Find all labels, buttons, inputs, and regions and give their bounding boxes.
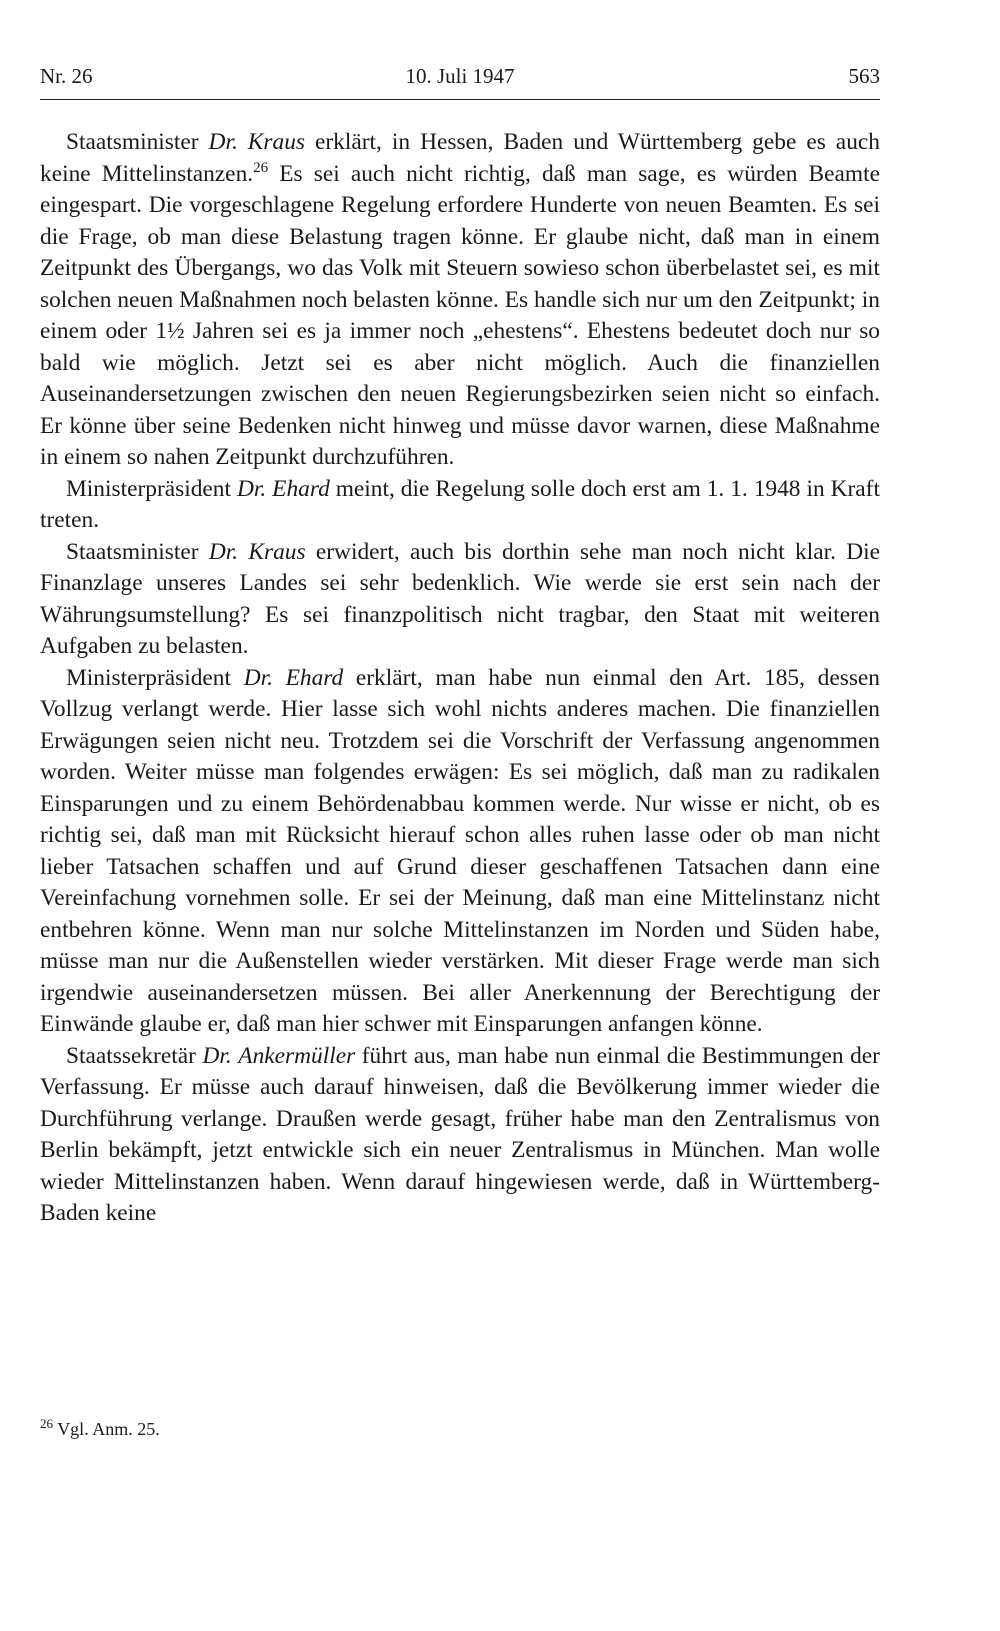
header-rule (40, 99, 880, 100)
paragraph (40, 474, 880, 537)
paragraph (40, 1041, 880, 1230)
speaker-title: Dr. (208, 129, 238, 155)
speaker-role: Staatsminister (66, 538, 199, 565)
speaker-title: Dr. (208, 538, 239, 565)
footnote-text: Vgl. Anm. 25. (57, 1419, 160, 1439)
speaker-title: Dr. (236, 475, 267, 502)
footnote-ref: 26 (253, 159, 269, 176)
paragraph-text: erklärt, in Hessen, Baden und Württemberg gebe es auch keine Mittelinstanzen. (40, 129, 880, 187)
paragraph-text: meint, die Regelung solle doch erst am 1. 1. 1948 in Kraft treten. (40, 475, 880, 533)
body-text (40, 127, 880, 1230)
speaker-role: Ministerpräsident (66, 664, 232, 691)
speaker-title: Dr. (202, 1042, 232, 1069)
paragraph-text: erwidert, auch bis dorthin sehe man noch nicht klar. Die Finanzlage unseres Landes sei sehr bedenklich. Wie werde sie erst sein nach der Währungsumstellung? Es sei finanzpolitisch nicht tragbar, den Staat mit weiteren Aufgaben zu belasten. (40, 538, 881, 659)
page-number: 563 (848, 64, 880, 88)
footnote-area (40, 1417, 880, 1441)
speaker-role: Ministerpräsident (66, 475, 232, 502)
header-date: 10. Juli 1947 (405, 64, 515, 88)
speaker-name: Kraus (247, 129, 305, 155)
running-header (40, 60, 880, 94)
paragraph (40, 663, 880, 1041)
speaker-role: Staatssekretär (66, 1042, 196, 1069)
footnote-mark: 26 (40, 1416, 53, 1431)
speaker-name: Ehard (272, 475, 330, 502)
speaker-name: Ehard (285, 664, 344, 691)
speaker-role: Staatsminister (66, 129, 199, 155)
paragraph (40, 537, 880, 663)
paragraph-text: führt aus, man habe nun einmal die Bestimmungen der Verfassung. Er müsse auch darauf hinweisen, daß die Bevölkerung immer wieder die Durchführung verlange. Draußen werde gesagt, früher habe man den Zentralismus von Berlin bekämpft, jetzt entwickle sich ein neuer Zentralismus in München. Man wolle wieder Mittelinstanzen haben. Wenn darauf hingewiesen werde, daß in Württemberg-Baden keine (40, 1042, 880, 1226)
paragraph (40, 127, 880, 474)
speaker-name: Ankermüller (238, 1042, 356, 1069)
speaker-name: Kraus (248, 538, 306, 565)
footnote (40, 1417, 880, 1441)
paragraph-text: erklärt, man habe nun einmal den Art. 185, dessen Vollzug verlangt werde. Hier lasse sich wohl nichts anderes machen. Die finanziellen Erwägungen seien nicht neu. Trotzdem sei die Vorschrift der Verfassung angenommen worden. Weiter müsse man folgendes erwägen: Es sei möglich, daß man zu radikalen Einsparungen und zu einem Behördenabbau kommen werde. Nur wisse er nicht, ob es richtig sei, daß man mit Rücksicht hierauf schon alles ruhen lasse oder ob man nicht lieber Tatsachen schaffen und auf Grund dieser geschaffenen Tatsachen dann eine Vereinfachung vornehmen solle. Er sei der Meinung, daß man eine Mittelinstanz nicht entbehren könne. Wenn man nur solche Mittelinstanzen im Norden und Süden habe, müsse man nur die Außenstellen wieder verstärken. Mit dieser Frage werde man sich irgendwie auseinandersetzen müssen. Bei aller Anerkennung der Berechtigung der Einwände glaube er, daß man hier schwer mit Einsparungen anfangen könne. (40, 664, 880, 1037)
issue-number: Nr. 26 (40, 64, 93, 88)
speaker-title: Dr. (243, 664, 273, 691)
paragraph-text: Es sei auch nicht richtig, daß man sage, es würden Beamte eingespart. Die vorgeschlagene Regelung erfordere Hunderte von neuen Beamten. Es sei die Frage, ob man diese Belastung tragen könne. Er glaube nicht, daß man in einem Zeitpunkt des Übergangs, wo das Volk mit Steuern sowieso schon überbelastet sei, es mit solchen neuen Maßnahmen noch belasten könne. Es handle sich nur um den Zeitpunkt; in einem oder 1½ Jahren sei es ja immer noch „ehestens“. Ehestens bedeutet doch nur so bald wie möglich. Jetzt sei es aber nicht möglich. Auch die finanziellen Auseinandersetzungen zwischen den neuen Regierungsbezirken seien nicht so einfach. Er könne über seine Bedenken nicht hinweg und müsse davor warnen, diese Maßnahme in einem so nahen Zeitpunkt durchzuführen. (40, 160, 880, 470)
